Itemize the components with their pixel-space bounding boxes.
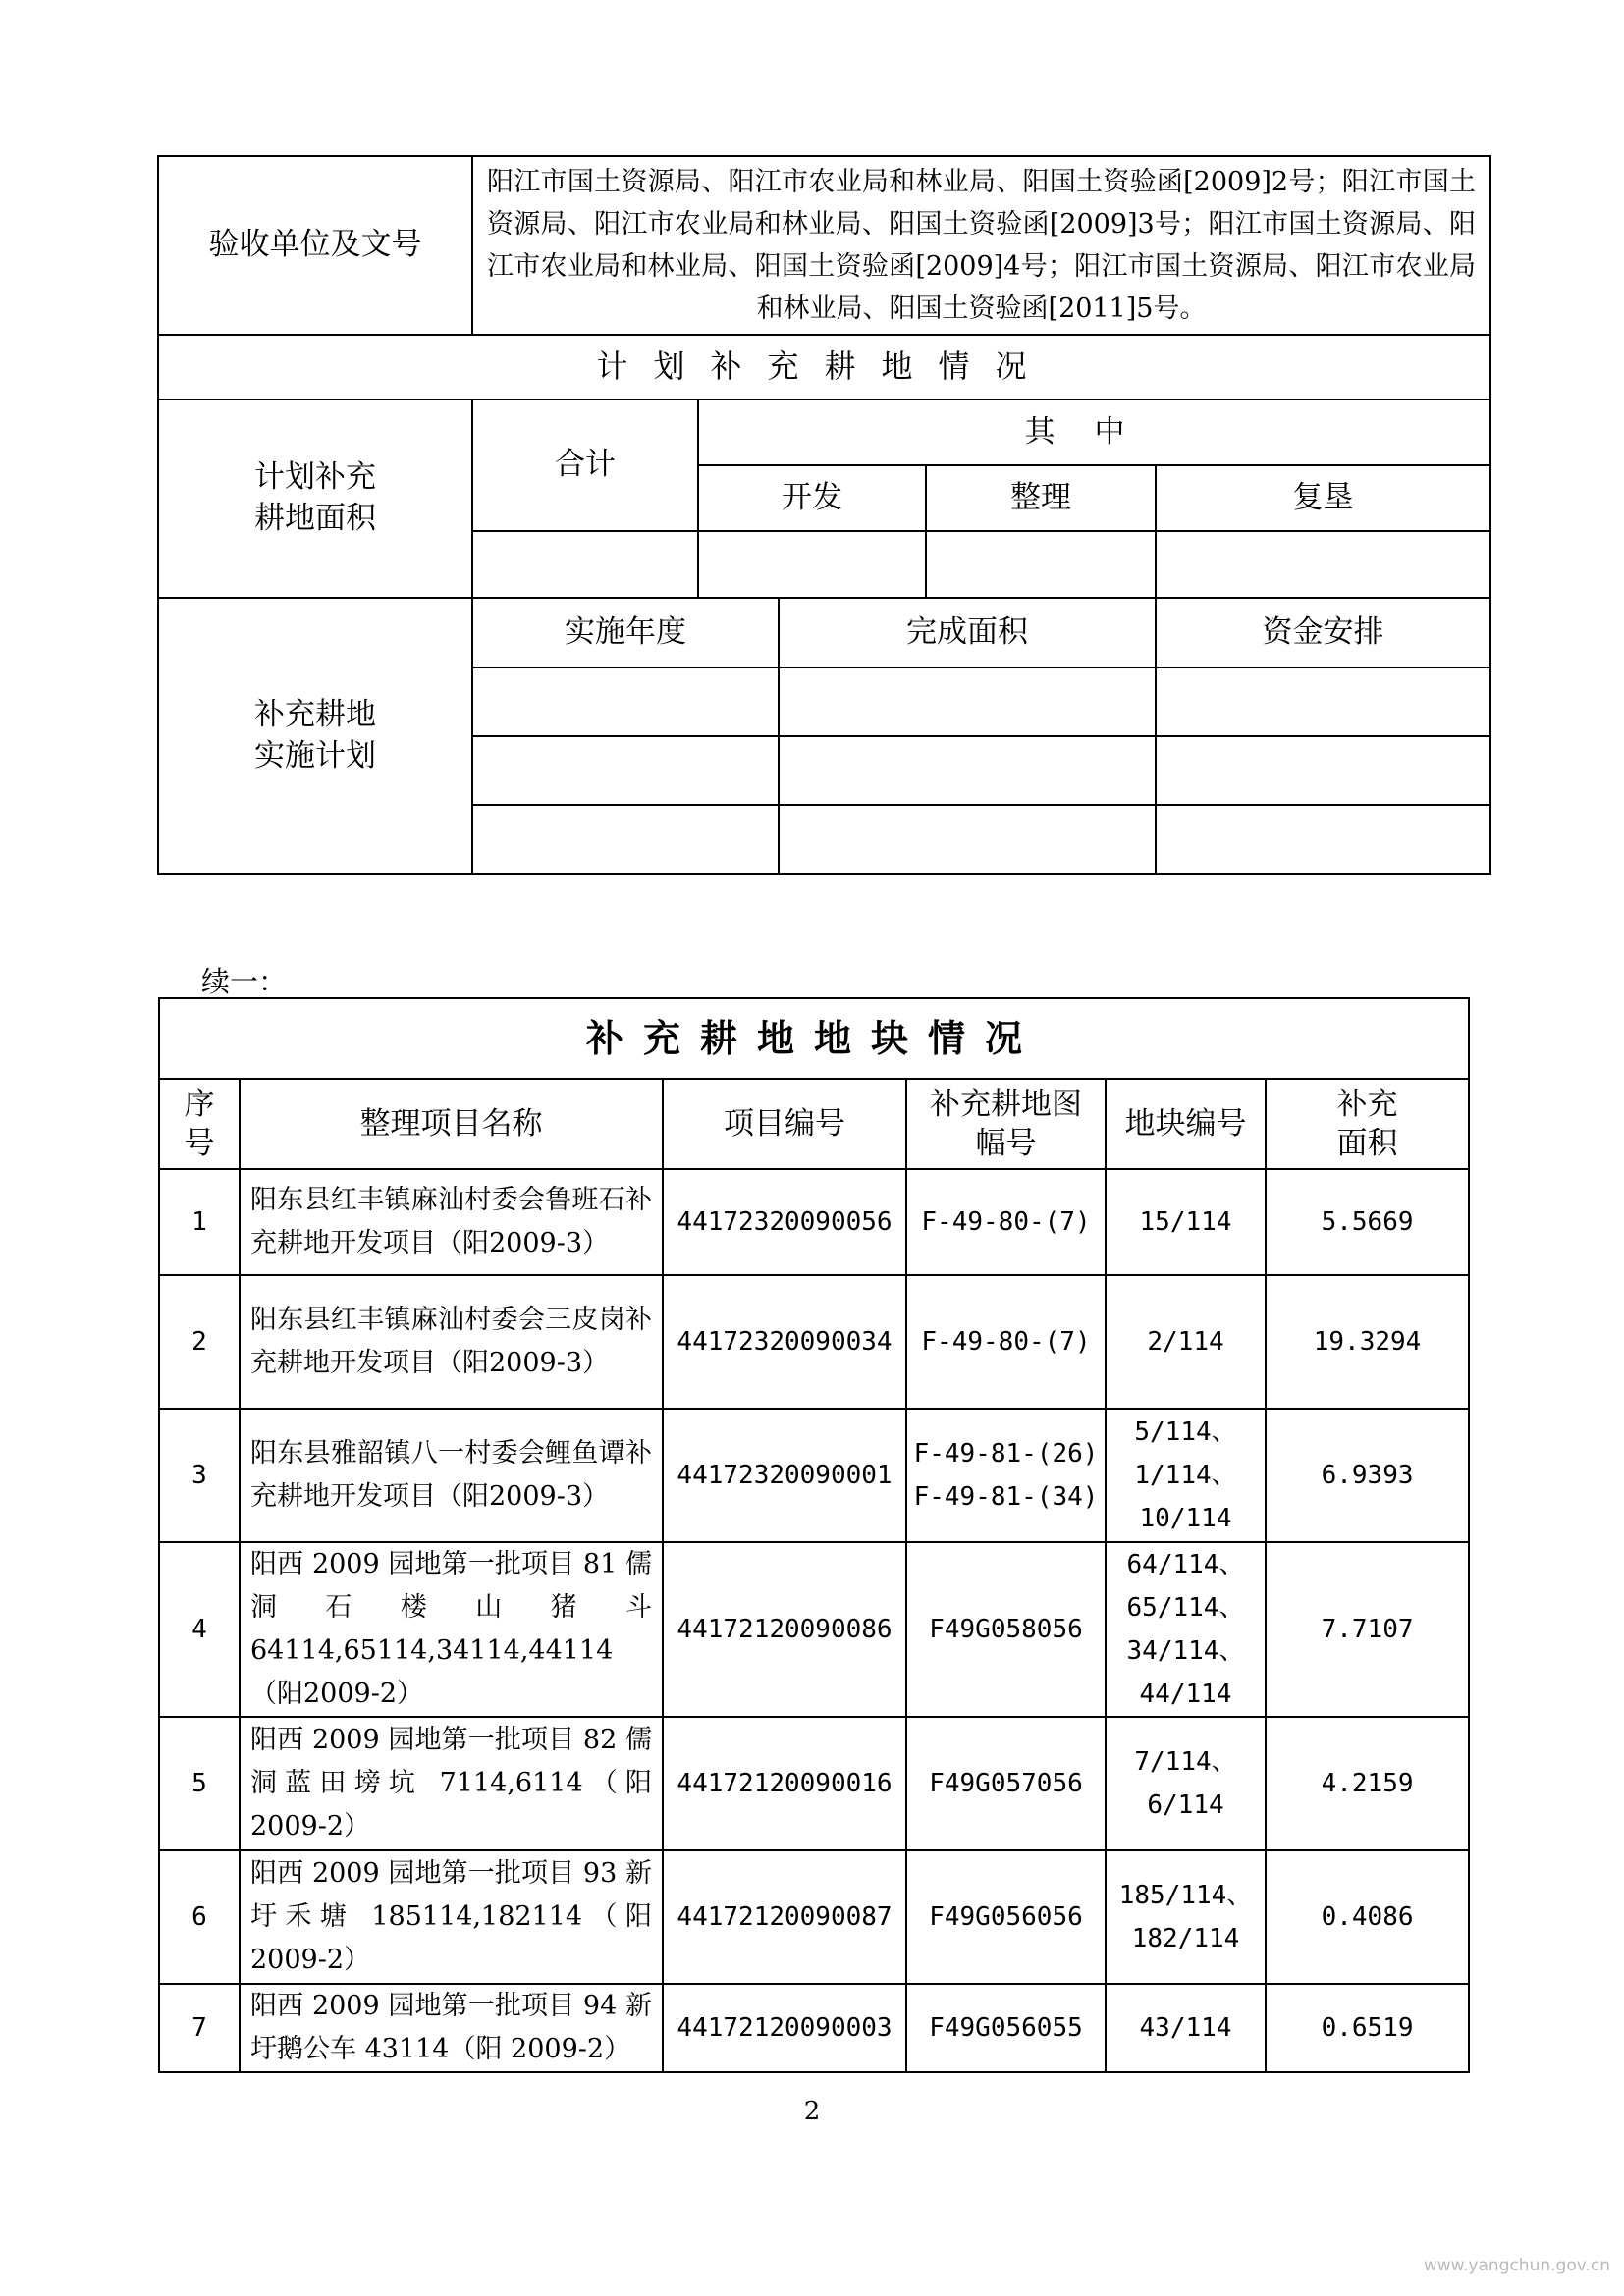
table-row bbox=[159, 1169, 1469, 1275]
impl-year-header: 实施年度 bbox=[472, 598, 779, 667]
arrange-cell bbox=[926, 531, 1156, 598]
row-seq: 3 bbox=[159, 1409, 240, 1542]
row-area: 5.5669 bbox=[1266, 1169, 1469, 1275]
develop-header: 开发 bbox=[698, 465, 926, 531]
row-block-line: 64/114、 bbox=[1126, 1550, 1245, 1579]
row-block bbox=[1106, 1984, 1266, 2072]
row-name: 阳东县雅韶镇八一村委会鲤鱼谭补充耕地开发项目（阳2009-3） bbox=[240, 1409, 663, 1542]
accept-text: 阳江市国土资源局、阳江市农业局和林业局、阳国土资验函[2009]2号；阳江市国土资源局、阳江市农业局和林业局、阳国土资验函[2009]3号；阳江市国土资源局、阳江市农业局和林业局、阳国土资验函[2009]4号；阳江市国土资源局、阳江市农业局和林业局、阳国土资验函[2011]5号。 bbox=[472, 156, 1490, 335]
row-map bbox=[906, 1542, 1106, 1717]
row-block-line: 34/114、 bbox=[1126, 1636, 1245, 1666]
row-block-line: 65/114、 bbox=[1126, 1593, 1245, 1623]
row-map-line: F49G056056 bbox=[929, 1902, 1083, 1932]
watermark: www.yangchun.gov.cn bbox=[1423, 2256, 1610, 2275]
develop-cell bbox=[698, 531, 926, 598]
done-area-cell bbox=[779, 667, 1156, 736]
row-seq: 1 bbox=[159, 1169, 240, 1275]
plan-heading: 计划补充耕地情况 bbox=[158, 335, 1490, 400]
row-block-line: 10/114 bbox=[1139, 1504, 1232, 1533]
reclaim-cell bbox=[1156, 531, 1490, 598]
table-row bbox=[159, 1850, 1469, 1984]
of-which-header: 其中 bbox=[698, 400, 1490, 465]
row-name: 阳西 2009 园地第一批项目 93 新圩禾塘 185114,182114（阳2009-2） bbox=[240, 1850, 663, 1984]
table-row bbox=[159, 1275, 1469, 1409]
funding-header: 资金安排 bbox=[1156, 598, 1490, 667]
map-header: 补充耕地图 幅号 bbox=[906, 1079, 1106, 1169]
row-seq: 6 bbox=[159, 1850, 240, 1984]
row-seq: 7 bbox=[159, 1984, 240, 2072]
row-name: 阳西 2009 园地第一批项目 82 儒洞蓝田塝坑 7114,6114（阳2009-2） bbox=[240, 1717, 663, 1850]
row-map-line: F49G056055 bbox=[929, 2013, 1083, 2043]
row-map-line: F-49-81-(34) bbox=[913, 1482, 1099, 1512]
row-block-line: 44/114 bbox=[1139, 1680, 1232, 1709]
row-block bbox=[1106, 1409, 1266, 1542]
row-name: 阳西 2009 园地第一批项目 94 新圩鹅公车 43114（阳 2009-2） bbox=[240, 1984, 663, 2072]
page-number: 2 bbox=[803, 2097, 821, 2126]
table-row bbox=[159, 1984, 1469, 2072]
impl-year-cell bbox=[472, 805, 779, 874]
row-map bbox=[906, 1169, 1106, 1275]
table-row bbox=[159, 1542, 1469, 1717]
continued-label: 续一： bbox=[201, 965, 288, 998]
row-block-line: 2/114 bbox=[1147, 1327, 1224, 1357]
row-block bbox=[1106, 1169, 1266, 1275]
row-block-line: 5/114、 bbox=[1134, 1417, 1237, 1447]
row-block-line: 182/114 bbox=[1131, 1924, 1240, 1953]
row-map bbox=[906, 1984, 1106, 2072]
row-code: 44172120090086 bbox=[663, 1542, 906, 1717]
impl-year-cell bbox=[472, 667, 779, 736]
row-name: 阳东县红丰镇麻汕村委会鲁班石补充耕地开发项目（阳2009-3） bbox=[240, 1169, 663, 1275]
row-code: 44172120090087 bbox=[663, 1850, 906, 1984]
funding-cell bbox=[1156, 805, 1490, 874]
row-block bbox=[1106, 1850, 1266, 1984]
row-block-line: 185/114、 bbox=[1118, 1881, 1253, 1910]
row-code: 44172320090034 bbox=[663, 1275, 906, 1409]
row-block-line: 1/114、 bbox=[1134, 1461, 1237, 1490]
row-seq: 4 bbox=[159, 1542, 240, 1717]
name-header: 整理项目名称 bbox=[240, 1079, 663, 1169]
total-header: 合计 bbox=[472, 400, 698, 531]
row-block-line: 15/114 bbox=[1139, 1207, 1232, 1237]
impl-year-cell bbox=[472, 736, 779, 805]
total-cell bbox=[472, 531, 698, 598]
row-seq: 2 bbox=[159, 1275, 240, 1409]
accept-label: 验收单位及文号 bbox=[158, 156, 472, 335]
done-area-cell bbox=[779, 805, 1156, 874]
row-block bbox=[1106, 1717, 1266, 1850]
row-area: 6.9393 bbox=[1266, 1409, 1469, 1542]
reclaim-header: 复垦 bbox=[1156, 465, 1490, 531]
row-map-line: F49G057056 bbox=[929, 1769, 1083, 1798]
row-seq: 5 bbox=[159, 1717, 240, 1850]
block-header: 地块编号 bbox=[1106, 1079, 1266, 1169]
row-map-line: F-49-80-(7) bbox=[921, 1207, 1091, 1237]
row-area: 0.4086 bbox=[1266, 1850, 1469, 1984]
row-name: 阳西 2009 园地第一批项目 81 儒洞石楼山猪斗 64114,65114,34114,44114（阳2009-2） bbox=[240, 1542, 663, 1717]
impl-label: 补充耕地 实施计划 bbox=[158, 598, 472, 874]
parcel-table-title: 补充耕地地块情况 bbox=[159, 998, 1469, 1079]
code-header: 项目编号 bbox=[663, 1079, 906, 1169]
row-block-line: 6/114 bbox=[1147, 1790, 1224, 1820]
row-code: 44172120090016 bbox=[663, 1717, 906, 1850]
done-area-header: 完成面积 bbox=[779, 598, 1156, 667]
area-header: 补充 面积 bbox=[1266, 1079, 1469, 1169]
done-area-cell bbox=[779, 736, 1156, 805]
row-block-line: 43/114 bbox=[1139, 2013, 1232, 2043]
row-code: 44172320090056 bbox=[663, 1169, 906, 1275]
row-map bbox=[906, 1409, 1106, 1542]
row-area: 0.6519 bbox=[1266, 1984, 1469, 2072]
funding-cell bbox=[1156, 736, 1490, 805]
row-name: 阳东县红丰镇麻汕村委会三皮岗补充耕地开发项目（阳2009-3） bbox=[240, 1275, 663, 1409]
seq-header: 序 号 bbox=[159, 1079, 240, 1169]
row-block bbox=[1106, 1542, 1266, 1717]
row-map bbox=[906, 1717, 1106, 1850]
arrange-header: 整理 bbox=[926, 465, 1156, 531]
plan-area-label: 计划补充 耕地面积 bbox=[158, 400, 472, 598]
row-map-line: F-49-81-(26) bbox=[913, 1439, 1099, 1468]
table-row bbox=[159, 1409, 1469, 1542]
row-map bbox=[906, 1275, 1106, 1409]
row-map bbox=[906, 1850, 1106, 1984]
table-row bbox=[159, 1717, 1469, 1850]
row-area: 19.3294 bbox=[1266, 1275, 1469, 1409]
funding-cell bbox=[1156, 667, 1490, 736]
plan-table bbox=[157, 155, 1491, 875]
row-area: 4.2159 bbox=[1266, 1717, 1469, 1850]
row-block-line: 7/114、 bbox=[1134, 1747, 1237, 1777]
row-block bbox=[1106, 1275, 1266, 1409]
row-code: 44172120090003 bbox=[663, 1984, 906, 2072]
row-map-line: F-49-80-(7) bbox=[921, 1327, 1091, 1357]
row-map-line: F49G058056 bbox=[929, 1615, 1083, 1644]
parcel-table bbox=[158, 997, 1470, 2073]
row-area: 7.7107 bbox=[1266, 1542, 1469, 1717]
row-code: 44172320090001 bbox=[663, 1409, 906, 1542]
